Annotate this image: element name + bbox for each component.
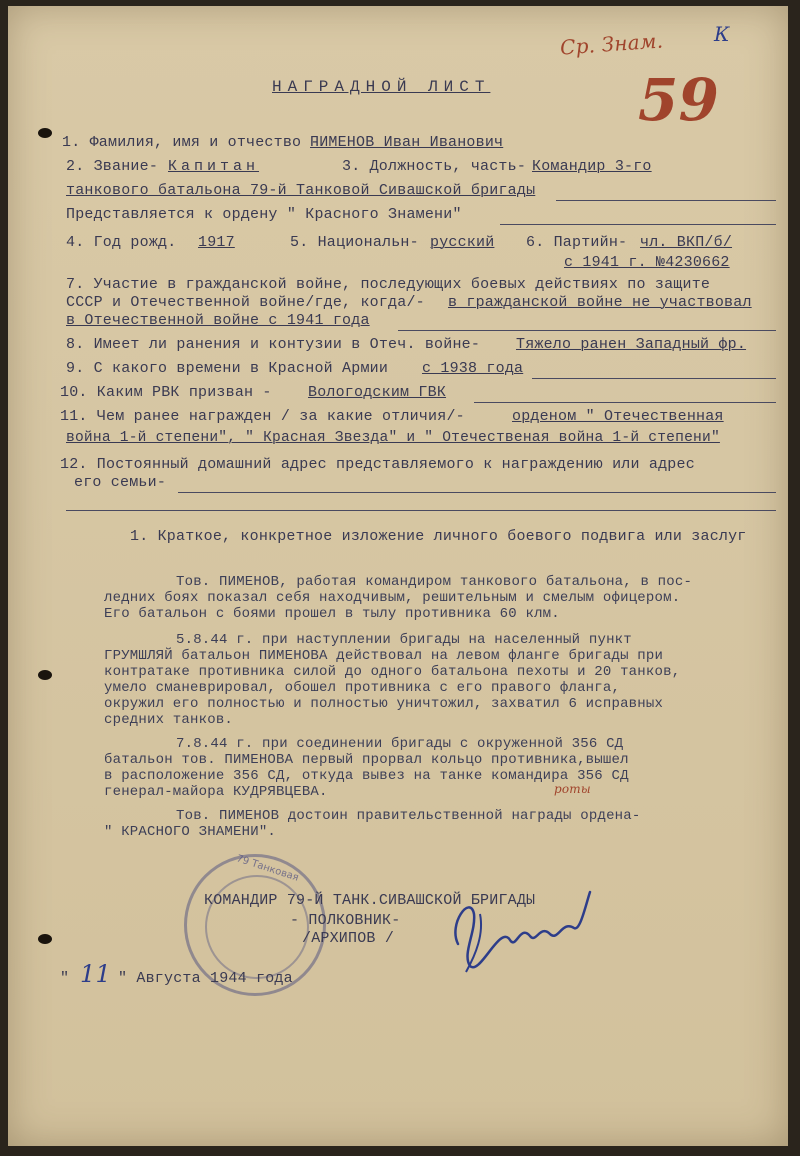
field-11-label: 11. Чем ранее награжден / за какие отличия/-: [60, 408, 465, 425]
field-7-line-3: в Отечественной войне с 1941 года: [66, 312, 370, 329]
signature-title: КОМАНДИР 79-Й ТАНК.СИВАШСКОЙ БРИГАДЫ: [204, 892, 536, 909]
narrative-line: в расположение 356 СД, откуда вывез на танке командира 356 СД: [104, 768, 629, 784]
field-6-label: 6. Партийн-: [526, 234, 628, 251]
punch-hole: [38, 934, 52, 944]
field-11-value-2: война 1-й степени", " Красная Звезда" и " Отечественая война 1-й степени": [66, 430, 720, 446]
field-6-value-2: с 1941 г. №4230662: [564, 254, 730, 271]
field-8-value: Тяжело ранен Западный фр.: [516, 336, 747, 353]
field-1-label: 1. Фамилия, имя и отчество -: [62, 134, 320, 151]
presented-for-award: Представляется к ордену " Красного Знамени": [66, 206, 462, 223]
blank-line: [178, 492, 776, 493]
page-title: НАГРАДНОЙ ЛИСТ: [272, 78, 491, 96]
field-7-value: в гражданской войне не участвовал: [448, 294, 752, 311]
narrative-line: 7.8.44 г. при соединении бригады с окруженной 356 СД: [176, 736, 624, 752]
blank-line: [500, 224, 776, 225]
field-9-value: с 1938 года: [422, 360, 524, 377]
field-10-value: Вологодским ГВК: [308, 384, 447, 401]
narrative-line: средних танков.: [104, 712, 234, 728]
handwritten-signature: [440, 884, 610, 980]
narrative-line: окружил его полностью и полностью уничтожил, захватил 6 исправных: [104, 696, 664, 712]
narrative-line: 5.8.44 г. при наступлении бригады на населенный пункт: [176, 632, 632, 648]
narrative-line: " КРАСНОГО ЗНАМЕНИ".: [104, 824, 277, 840]
field-9-label: 9. С какого времени в Красной Армии: [66, 360, 389, 377]
seal-text: 79 Танковая: [234, 853, 300, 884]
date-quote: ": [60, 970, 70, 987]
field-10-label: 10. Каким РВК призван -: [60, 384, 272, 401]
blank-line: [398, 330, 776, 331]
narrative-heading: 1. Краткое, конкретное изложение личного боевого подвига или заслуг: [130, 528, 747, 545]
field-1-value: ПИМЕНОВ Иван Иванович: [310, 134, 504, 151]
narrative-line: Тов. ПИМЕНОВ достоин правительственной награды ордена-: [176, 808, 641, 824]
corner-letter: К: [714, 22, 730, 46]
narrative-line: генерал-майора КУДРЯВЦЕВА.: [104, 784, 328, 800]
field-3-continuation: танкового батальона 79-й Танковой Сивашской бригады: [66, 182, 536, 199]
field-7-line-1: 7. Участие в гражданской войне, последующих боевых действиях по защите: [66, 276, 711, 293]
corner-note: Ср. Знам.: [559, 28, 664, 60]
narrative-line: ледних боях показал себя находчивым, решительным и смелым офицером.: [104, 590, 681, 606]
narrative-line: Тов. ПИМЕНОВ, работая командиром танкового батальона, в пос-: [176, 574, 693, 590]
field-3-value: Командир 3-го: [532, 158, 652, 175]
field-2-value: Капитан: [168, 158, 260, 175]
field-2-label: 2. Звание-: [66, 158, 159, 175]
field-6-value: чл. ВКП/б/: [640, 234, 733, 251]
field-12-line-1: 12. Постоянный домашний адрес представляемого к награждению или адрес: [60, 456, 695, 473]
signature-rank: - ПОЛКОВНИК-: [290, 912, 401, 929]
date-day: 11: [80, 960, 111, 988]
sheet-number: 59: [638, 66, 720, 134]
punch-hole: [38, 670, 52, 680]
narrative-line: батальон тов. ПИМЕНОВА первый прорвал кольцо противника,вышел: [104, 752, 629, 768]
field-3-label: 3. Должность, часть-: [342, 158, 527, 175]
narrative-line: ГРУМШЛЯЙ батальон ПИМЕНОВА действовал на левом фланге бригады при: [104, 648, 664, 664]
punch-hole: [38, 128, 52, 138]
date-month-year: " Августа 1944 года: [118, 970, 293, 987]
narrative-line: умело сманеврировал, обошел противника с его правого фланга,: [104, 680, 621, 696]
blank-line: [532, 378, 776, 379]
field-12-line-2: его семьи-: [74, 474, 167, 491]
handwritten-insert: роты: [554, 782, 591, 796]
field-7-label: СССР и Отечественной войне/где, когда/-: [66, 294, 425, 311]
field-8-label: 8. Имеет ли ранения и контузии в Отеч. войне-: [66, 336, 481, 353]
field-4-label: 4. Год рожд.: [66, 234, 177, 251]
field-5-value: русский: [430, 234, 495, 251]
field-5-label: 5. Национальн-: [290, 234, 419, 251]
blank-line: [474, 402, 776, 403]
blank-line: [556, 200, 776, 201]
field-4-value: 1917: [198, 234, 235, 251]
award-sheet: [8, 6, 788, 1146]
narrative-line: контратаке противника силой до одного батальона пехоты и 20 танков,: [104, 664, 681, 680]
narrative-line: Его батальон с боями прошел в тылу противника 60 клм.: [104, 606, 560, 622]
blank-line: [66, 510, 776, 511]
signature-name: /АРХИПОВ /: [302, 930, 395, 947]
field-11-value-1: орденом " Отечественная: [512, 408, 724, 425]
